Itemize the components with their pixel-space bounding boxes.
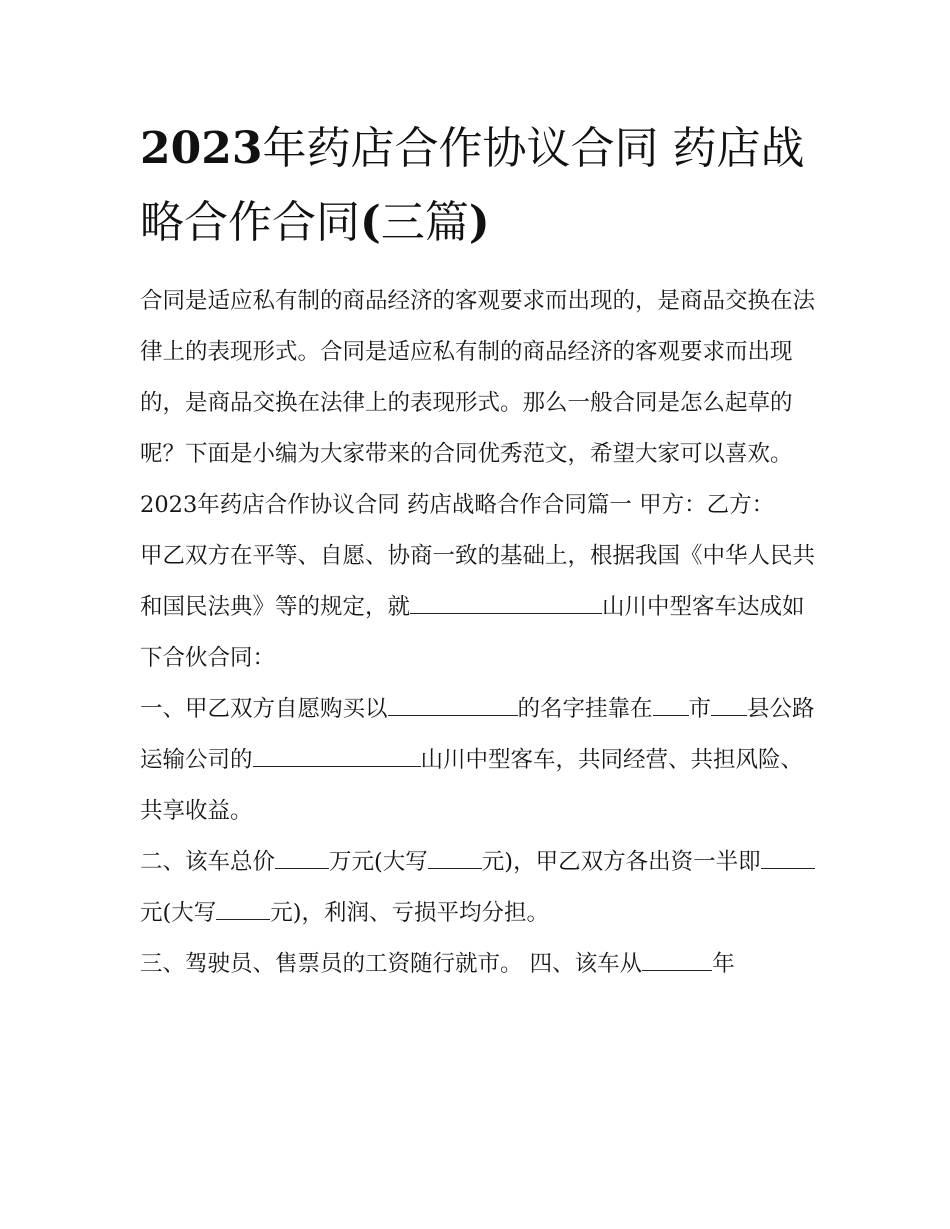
clause-2-text-c: 元)，甲乙双方各出资一半即	[481, 849, 761, 875]
blank-company-field[interactable]	[253, 750, 421, 767]
title-paren-open: (	[360, 197, 381, 248]
clause-2	[140, 837, 820, 939]
clause-1-text-d: 县公路运输公司的	[140, 696, 815, 773]
blank-county-field[interactable]	[711, 699, 747, 716]
title-year: 2023	[140, 123, 263, 174]
blank-vehicle-field[interactable]	[410, 597, 602, 614]
blank-total-price-field[interactable]	[275, 852, 329, 869]
clause-1-text-c: 市	[688, 696, 712, 722]
clause-intro	[140, 531, 820, 684]
clause-3-4	[140, 939, 820, 990]
clause-3-text: 三、驾驶员、售票员的工资随行就市。	[140, 951, 523, 977]
blank-half-amount-field[interactable]	[761, 852, 815, 869]
clause-1	[140, 684, 820, 837]
document-body	[140, 276, 820, 990]
clause-intro-text-a: 甲乙双方在平等、自愿、协商一致的基础上，根据我国《中华人民共和国民法典》等的规定，就	[140, 543, 816, 620]
clause-2-text-a: 二、该车总价	[140, 849, 276, 875]
section-heading: 2023年药店合作协议合同 药店战略合作合同篇一 甲方：乙方：	[140, 492, 775, 518]
blank-owner-name-field[interactable]	[388, 699, 518, 716]
clause-2-text-d: 元(大写	[140, 900, 217, 926]
clause-1-text-b: 的名字挂靠在	[517, 696, 653, 722]
intro-paragraph: 合同是适应私有制的商品经济的客观要求而出现的，是商品交换在法律上的表现形式。合同是适应私有制的商品经济的客观要求而出现的，是商品交换在法律上的表现形式。那么一般合同是怎么起草的呢？下面是小编为大家带来的合同优秀范文，希望大家可以喜欢。	[140, 288, 816, 467]
clause-intro-text-b: 山川中型客车达成如下合伙合同：	[140, 594, 805, 671]
title-text: 年药店合作协议合同 药店战略合作合同	[140, 123, 805, 248]
title-count: 三篇	[380, 197, 469, 248]
blank-total-price-words-field[interactable]	[428, 852, 482, 869]
clause-2-text-b: 万元(大写	[329, 849, 428, 875]
clause-2-text-e: 元)，利润、亏损平均分担。	[270, 900, 550, 926]
blank-half-amount-words-field[interactable]	[216, 903, 270, 920]
document-title	[140, 112, 820, 260]
clause-4-text-a: 四、该车从	[529, 951, 643, 977]
clause-4-text-b: 年	[712, 951, 735, 977]
clause-1-text-e: 山川中型客车，共同经营、共担风险、共享收益。	[140, 747, 804, 824]
blank-city-field[interactable]	[653, 699, 689, 716]
clause-1-text-a: 一、甲乙双方自愿购买以	[140, 696, 388, 722]
title-paren-close: )	[468, 197, 490, 248]
blank-start-year-field[interactable]	[642, 954, 712, 971]
